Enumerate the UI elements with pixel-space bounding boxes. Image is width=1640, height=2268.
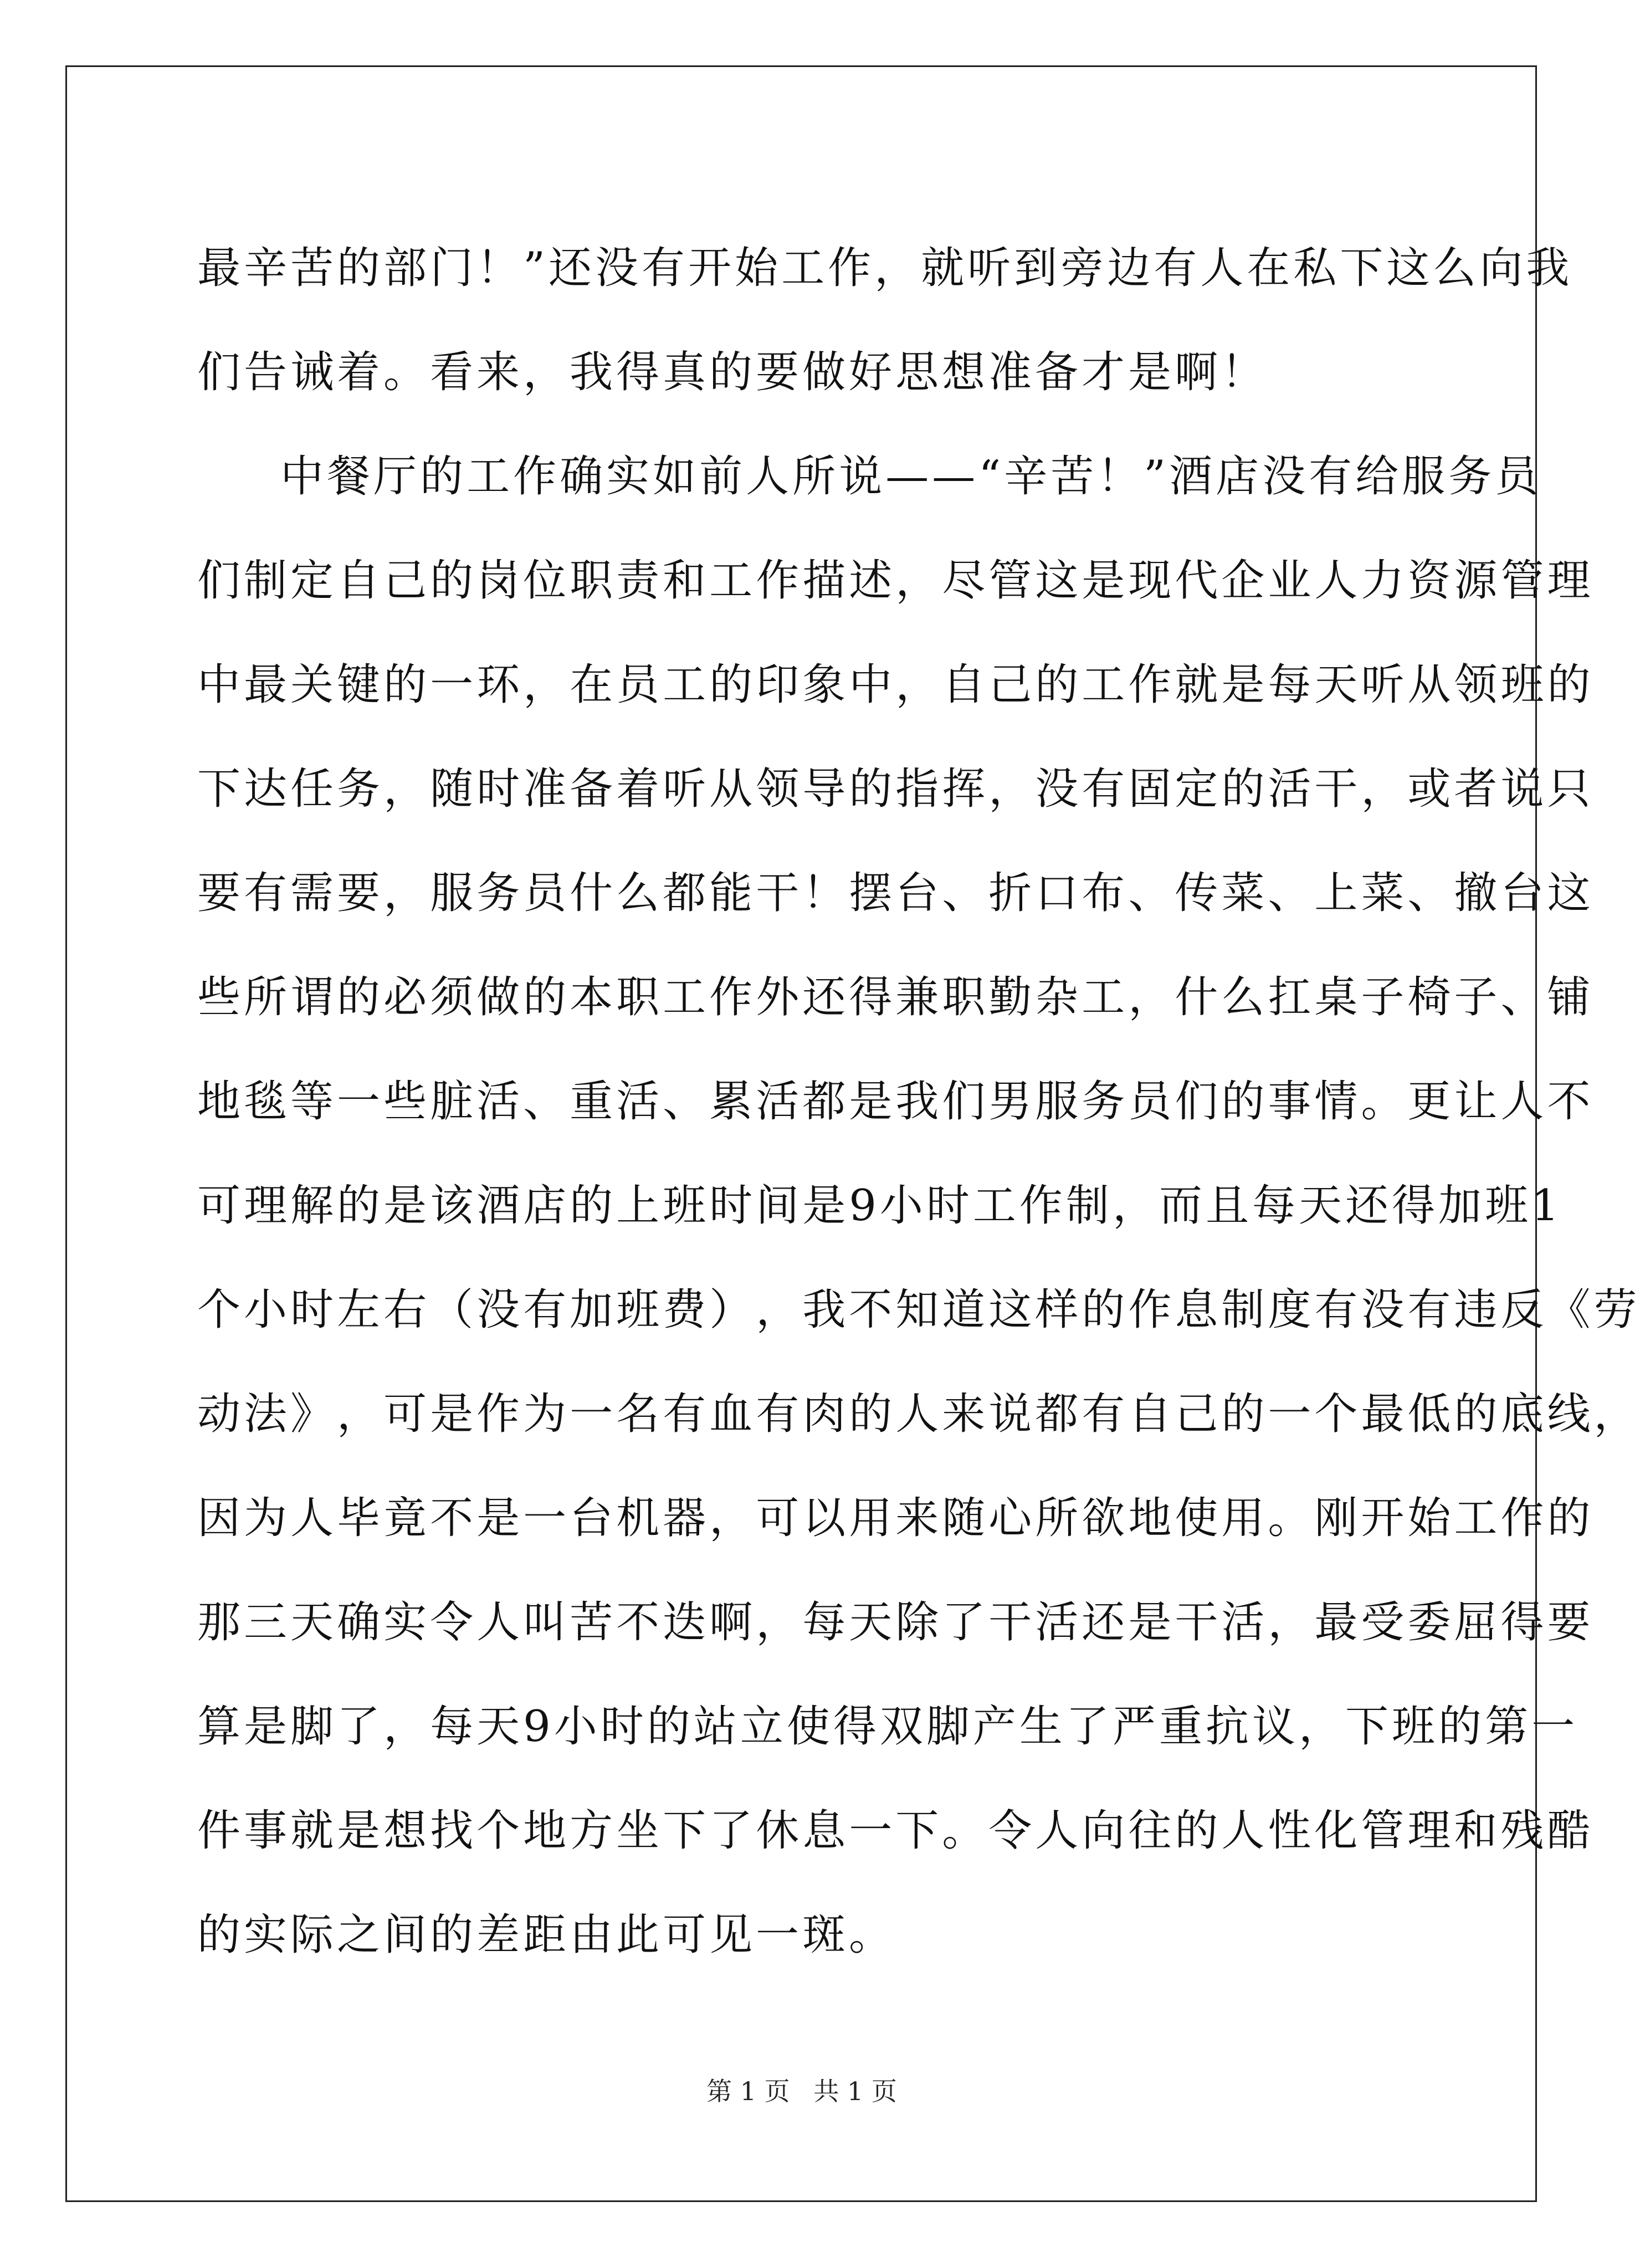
paragraph-start-line: 中 餐 厅 的 工 作 确 实 如 前 人 所 说 — — “ 辛 苦 ！ ” 酒 店 没 有 给 服 务 员 [280, 452, 1542, 501]
text-line: 动 法 》 ， 可 是 作 为 一 名 有 血 有 肉 的 人 来 说 都 有 自 己 的 一 个 最 低 的 底 线 ， [197, 1389, 1640, 1439]
text-line: 些 所 谓 的 必 须 做 的 本 职 工 作 外 还 得 兼 职 勤 杂 工 ， 什 么 扛 桌 子 椅 子 、 铺 [197, 972, 1594, 1022]
text-line: 中 最 关 键 的 一 环 ， 在 员 工 的 印 象 中 ， 自 己 的 工 作 就 是 每 天 听 从 领 班 的 [197, 660, 1594, 710]
page-number: 第 1 页 [706, 2076, 790, 2106]
text-line: 算 是 脚 了 ， 每 天 9 小 时 的 站 立 使 得 双 脚 产 生 了 严 重 抗 议 ， 下 班 的 第 一 [197, 1702, 1578, 1752]
text-line: 最 辛 苦 的 部 门 ！ ” 还 没 有 开 始 工 作 ， 就 听 到 旁 边 有 人 在 私 下 这 么 向 我 [197, 243, 1573, 293]
text-line: 个 小 时 左 右 （ 没 有 加 班 费 ） ， 我 不 知 道 这 样 的 作 息 制 度 有 没 有 违 反 《 劳 [197, 1285, 1640, 1335]
text-line: 地 毯 等 一 些 脏 活 、 重 活 、 累 活 都 是 我 们 男 服 务 员 们 的 事 情 。 更 让 人 不 [197, 1077, 1594, 1127]
page-footer [0, 2071, 1603, 2108]
text-line: 要 有 需 要 ， 服 务 员 什 么 都 能 干 ！ 摆 台 、 折 口 布 、 传 菜 、 上 菜 、 撤 台 这 [197, 868, 1594, 918]
text-line: 那 三 天 确 实 令 人 叫 苦 不 迭 啊 ， 每 天 除 了 干 活 还 是 干 活 ， 最 受 委 屈 得 要 [197, 1598, 1594, 1647]
text-line: 们 制 定 自 己 的 岗 位 职 责 和 工 作 描 述 ， 尽 管 这 是 现 代 企 业 人 力 资 源 管 理 [197, 556, 1594, 606]
text-line: 件 事 就 是 想 找 个 地 方 坐 下 了 休 息 一 下 。 令 人 向 往 的 人 性 化 管 理 和 残 酷 [197, 1806, 1594, 1856]
text-line: 可 理 解 的 是 该 酒 店 的 上 班 时 间 是 9 小 时 工 作 制 ， 而 且 每 天 还 得 加 班 1 [197, 1181, 1562, 1231]
text-line: 下 达 任 务 ， 随 时 准 备 着 听 从 领 导 的 指 挥 ， 没 有 固 定 的 活 干 ， 或 者 说 只 [197, 764, 1594, 814]
text-line: 们告诫着。看来，我得真的要做好思想准备才是啊！ [197, 347, 1268, 397]
text-line: 的实际之间的差距由此可见一斑。 [197, 1910, 896, 1960]
document-body [197, 216, 1640, 1987]
text-line: 因 为 人 毕 竟 不 是 一 台 机 器 ， 可 以 用 来 随 心 所 欲 地 使 用 。 刚 开 始 工 作 的 [197, 1493, 1594, 1543]
page-total: 共 1 页 [813, 2076, 897, 2106]
